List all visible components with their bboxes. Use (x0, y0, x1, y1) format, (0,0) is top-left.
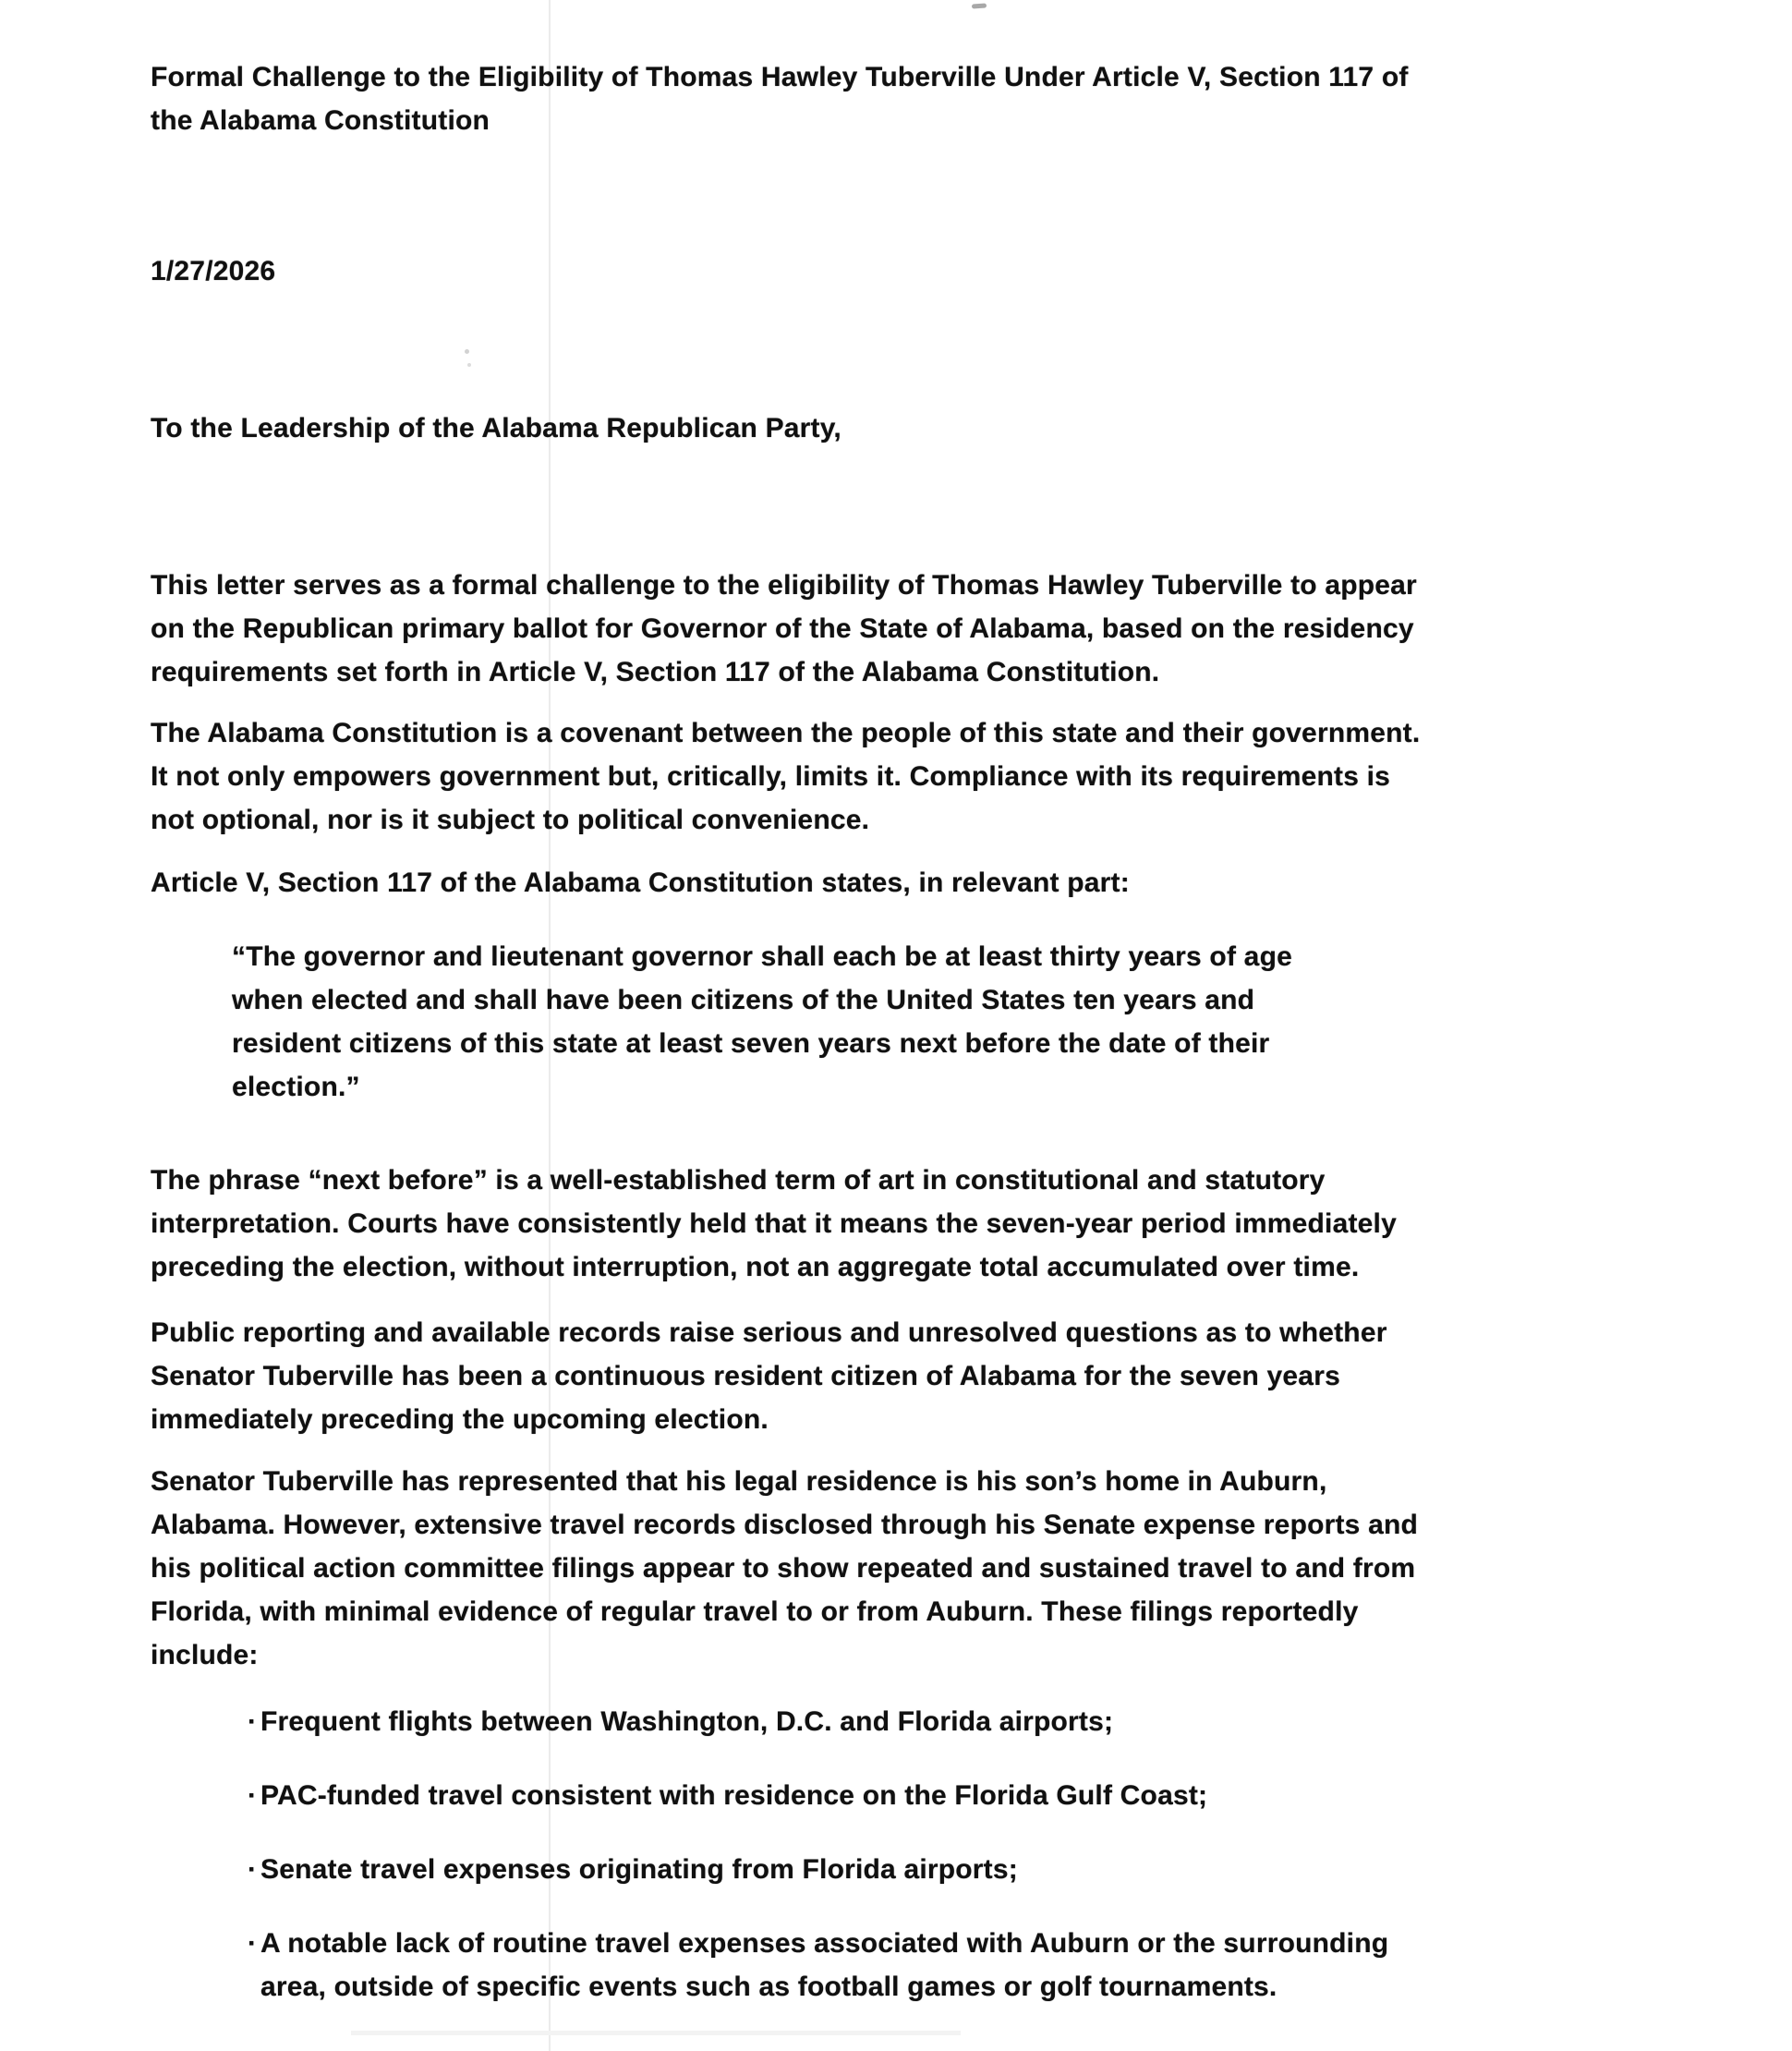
text-line: not optional, nor is it subject to political convenience. (151, 805, 870, 835)
paragraph-constitution-covenant (151, 711, 1647, 842)
bullet-dot-icon: · (248, 1928, 258, 1959)
bullet-text-line: area, outside of specific events such as football games or golf tournaments. (260, 1972, 1277, 2002)
paragraph-public-reporting (151, 1311, 1647, 1441)
document-title (151, 55, 1647, 142)
quote-line: election.” (232, 1072, 360, 1102)
bullet-dot-icon: · (248, 1706, 258, 1737)
text-line: interpretation. Courts have consistently held that it means the seven-year period immediately (151, 1208, 1397, 1239)
text-line: This letter serves as a formal challenge to the eligibility of Thomas Hawley Tuberville to appear (151, 570, 1417, 601)
text-line: Article V, Section 117 of the Alabama Constitution states, in relevant part: (151, 868, 1130, 898)
quote-line: “The governor and lieutenant governor shall each be at least thirty years of age (232, 941, 1292, 972)
paragraph-article-v-lead-in (151, 861, 1647, 904)
text-line: Alabama. However, extensive travel records disclosed through his Senate expense reports and (151, 1510, 1419, 1540)
bullet-text-line: A notable lack of routine travel expenses associated with Auburn or the surrounding (260, 1928, 1389, 1959)
bullet-item-flights (248, 1700, 1647, 1743)
scan-artifact-speck (972, 3, 987, 8)
title-line: Formal Challenge to the Eligibility of Thomas Hawley Tuberville Under Article V, Section 117 of (151, 62, 1409, 92)
blockquote-section-117 (232, 935, 1647, 1109)
bullet-dot-icon: · (248, 1854, 258, 1885)
paragraph-challenge-statement (151, 564, 1647, 694)
text-line: preceding the election, without interruption, not an aggregate total accumulated over time. (151, 1252, 1360, 1282)
paragraph-next-before (151, 1159, 1647, 1289)
letter-content (151, 55, 1647, 2009)
bullet-item-senate-expenses (248, 1848, 1647, 1891)
salutation: To the Leadership of the Alabama Republican Party, (151, 413, 842, 443)
scan-artifact-streak (351, 2031, 961, 2035)
bullet-item-pac-travel (248, 1774, 1647, 1817)
text-line: Senator Tuberville has been a continuous resident citizen of Alabama for the seven years (151, 1361, 1340, 1391)
title-line: the Alabama Constitution (151, 105, 490, 136)
text-line: Florida, with minimal evidence of regular travel to or from Auburn. These filings reportedly (151, 1596, 1359, 1627)
text-line: The phrase “next before” is a well-established term of art in constitutional and statutory (151, 1165, 1326, 1195)
text-line: Public reporting and available records raise serious and unresolved questions as to whether (151, 1317, 1387, 1348)
text-line: It not only empowers government but, critically, limits it. Compliance with its requirements is (151, 761, 1391, 792)
bullet-text-line: Senate travel expenses originating from Florida airports; (260, 1854, 1018, 1885)
text-line: Senator Tuberville has represented that his legal residence is his son’s home in Auburn, (151, 1466, 1327, 1497)
text-line: immediately preceding the upcoming election. (151, 1404, 769, 1435)
quote-line: resident citizens of this state at least seven years next before the date of their (232, 1028, 1270, 1059)
bullet-item-auburn-lack (248, 1922, 1647, 2009)
text-line: on the Republican primary ballot for Governor of the State of Alabama, based on the residency (151, 613, 1414, 644)
text-line: requirements set forth in Article V, Section 117 of the Alabama Constitution. (151, 657, 1160, 687)
text-line: include: (151, 1640, 259, 1670)
bullet-text-line: PAC-funded travel consistent with residence on the Florida Gulf Coast; (260, 1780, 1208, 1811)
bullet-dot-icon: · (248, 1780, 258, 1811)
bullet-list (151, 1700, 1647, 2009)
text-line: his political action committee filings appear to show repeated and sustained travel to and from (151, 1553, 1416, 1584)
document-date: 1/27/2026 (151, 256, 276, 286)
bullet-text-line: Frequent flights between Washington, D.C. and Florida airports; (260, 1706, 1114, 1737)
quote-line: when elected and shall have been citizens of the United States ten years and (232, 985, 1255, 1015)
text-line: The Alabama Constitution is a covenant between the people of this state and their government. (151, 718, 1421, 748)
paragraph-residence-representation (151, 1460, 1647, 1677)
